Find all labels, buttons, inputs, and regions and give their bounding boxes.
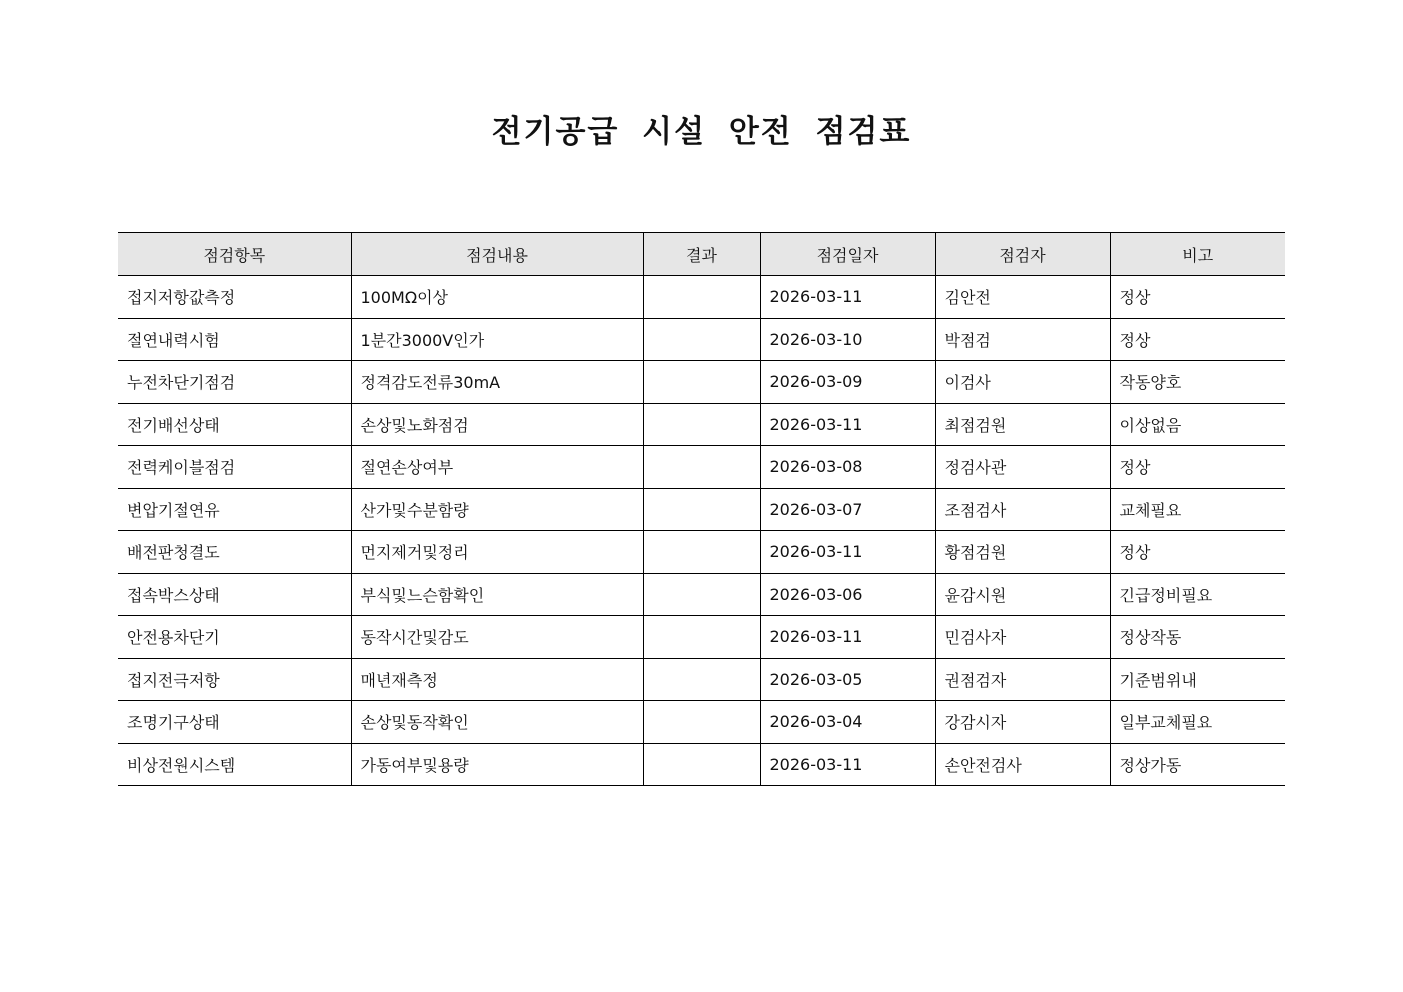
cell-item: 배전판청결도 xyxy=(118,531,351,574)
cell-content: 정격감도전류30mA xyxy=(351,361,643,404)
table-row xyxy=(118,276,1285,319)
cell-inspector: 이검사 xyxy=(935,361,1110,404)
header-inspection-date: 점검일자 xyxy=(760,233,935,276)
cell-date: 2026-03-07 xyxy=(760,488,935,531)
cell-content: 100MΩ이상 xyxy=(351,276,643,319)
table-row xyxy=(118,318,1285,361)
cell-result xyxy=(643,276,760,319)
cell-date: 2026-03-11 xyxy=(760,531,935,574)
cell-result xyxy=(643,701,760,744)
cell-date: 2026-03-05 xyxy=(760,658,935,701)
cell-inspector: 윤감시원 xyxy=(935,573,1110,616)
cell-inspector: 김안전 xyxy=(935,276,1110,319)
cell-inspector: 손안전검사 xyxy=(935,743,1110,786)
cell-remarks: 긴급정비필요 xyxy=(1110,573,1285,616)
table-row xyxy=(118,616,1285,659)
cell-remarks: 정상 xyxy=(1110,276,1285,319)
header-remarks: 비고 xyxy=(1110,233,1285,276)
cell-inspector: 민검사자 xyxy=(935,616,1110,659)
cell-remarks: 정상 xyxy=(1110,531,1285,574)
cell-item: 절연내력시험 xyxy=(118,318,351,361)
cell-inspector: 황점검원 xyxy=(935,531,1110,574)
cell-result xyxy=(643,658,760,701)
cell-result xyxy=(643,361,760,404)
cell-date: 2026-03-11 xyxy=(760,276,935,319)
cell-content: 부식및느슨함확인 xyxy=(351,573,643,616)
cell-result xyxy=(643,743,760,786)
cell-content: 절연손상여부 xyxy=(351,446,643,489)
cell-result xyxy=(643,446,760,489)
cell-remarks: 교체필요 xyxy=(1110,488,1285,531)
header-result: 결과 xyxy=(643,233,760,276)
cell-inspector: 강감시자 xyxy=(935,701,1110,744)
cell-result xyxy=(643,573,760,616)
table-row xyxy=(118,403,1285,446)
cell-date: 2026-03-11 xyxy=(760,403,935,446)
cell-item: 접속박스상태 xyxy=(118,573,351,616)
cell-result xyxy=(643,616,760,659)
cell-remarks: 정상가동 xyxy=(1110,743,1285,786)
cell-remarks: 일부교체필요 xyxy=(1110,701,1285,744)
table-row xyxy=(118,743,1285,786)
cell-result xyxy=(643,403,760,446)
cell-content: 손상및동작확인 xyxy=(351,701,643,744)
cell-date: 2026-03-10 xyxy=(760,318,935,361)
cell-inspector: 조점검사 xyxy=(935,488,1110,531)
table-row xyxy=(118,361,1285,404)
cell-date: 2026-03-04 xyxy=(760,701,935,744)
cell-date: 2026-03-09 xyxy=(760,361,935,404)
cell-date: 2026-03-06 xyxy=(760,573,935,616)
table-row xyxy=(118,488,1285,531)
cell-content: 산가및수분함량 xyxy=(351,488,643,531)
table-row xyxy=(118,573,1285,616)
cell-item: 조명기구상태 xyxy=(118,701,351,744)
cell-inspector: 최점검원 xyxy=(935,403,1110,446)
header-inspection-item: 점검항목 xyxy=(118,233,351,276)
cell-content: 손상및노화점검 xyxy=(351,403,643,446)
table-row xyxy=(118,701,1285,744)
cell-inspector: 정검사관 xyxy=(935,446,1110,489)
cell-item: 접지전극저항 xyxy=(118,658,351,701)
cell-item: 비상전원시스템 xyxy=(118,743,351,786)
cell-item: 누전차단기점검 xyxy=(118,361,351,404)
cell-date: 2026-03-08 xyxy=(760,446,935,489)
cell-remarks: 정상작동 xyxy=(1110,616,1285,659)
cell-inspector: 박점검 xyxy=(935,318,1110,361)
cell-date: 2026-03-11 xyxy=(760,743,935,786)
cell-result xyxy=(643,531,760,574)
header-inspection-content: 점검내용 xyxy=(351,233,643,276)
inspection-table xyxy=(118,232,1285,786)
cell-remarks: 정상 xyxy=(1110,318,1285,361)
cell-date: 2026-03-11 xyxy=(760,616,935,659)
table-row xyxy=(118,658,1285,701)
cell-inspector: 권점검자 xyxy=(935,658,1110,701)
cell-item: 전기배선상태 xyxy=(118,403,351,446)
cell-remarks: 이상없음 xyxy=(1110,403,1285,446)
cell-content: 먼지제거및정리 xyxy=(351,531,643,574)
cell-content: 매년재측정 xyxy=(351,658,643,701)
table-row xyxy=(118,531,1285,574)
table-row xyxy=(118,446,1285,489)
cell-remarks: 기준범위내 xyxy=(1110,658,1285,701)
cell-remarks: 작동양호 xyxy=(1110,361,1285,404)
cell-item: 변압기절연유 xyxy=(118,488,351,531)
cell-content: 1분간3000V인가 xyxy=(351,318,643,361)
cell-item: 안전용차단기 xyxy=(118,616,351,659)
header-inspector: 점검자 xyxy=(935,233,1110,276)
cell-item: 접지저항값측정 xyxy=(118,276,351,319)
table-header-row xyxy=(118,233,1285,276)
document-title: 전기공급 시설 안전 점검표 xyxy=(491,114,912,150)
cell-content: 가동여부및용량 xyxy=(351,743,643,786)
cell-result xyxy=(643,318,760,361)
cell-remarks: 정상 xyxy=(1110,446,1285,489)
cell-result xyxy=(643,488,760,531)
cell-content: 동작시간및감도 xyxy=(351,616,643,659)
cell-item: 전력케이블점검 xyxy=(118,446,351,489)
